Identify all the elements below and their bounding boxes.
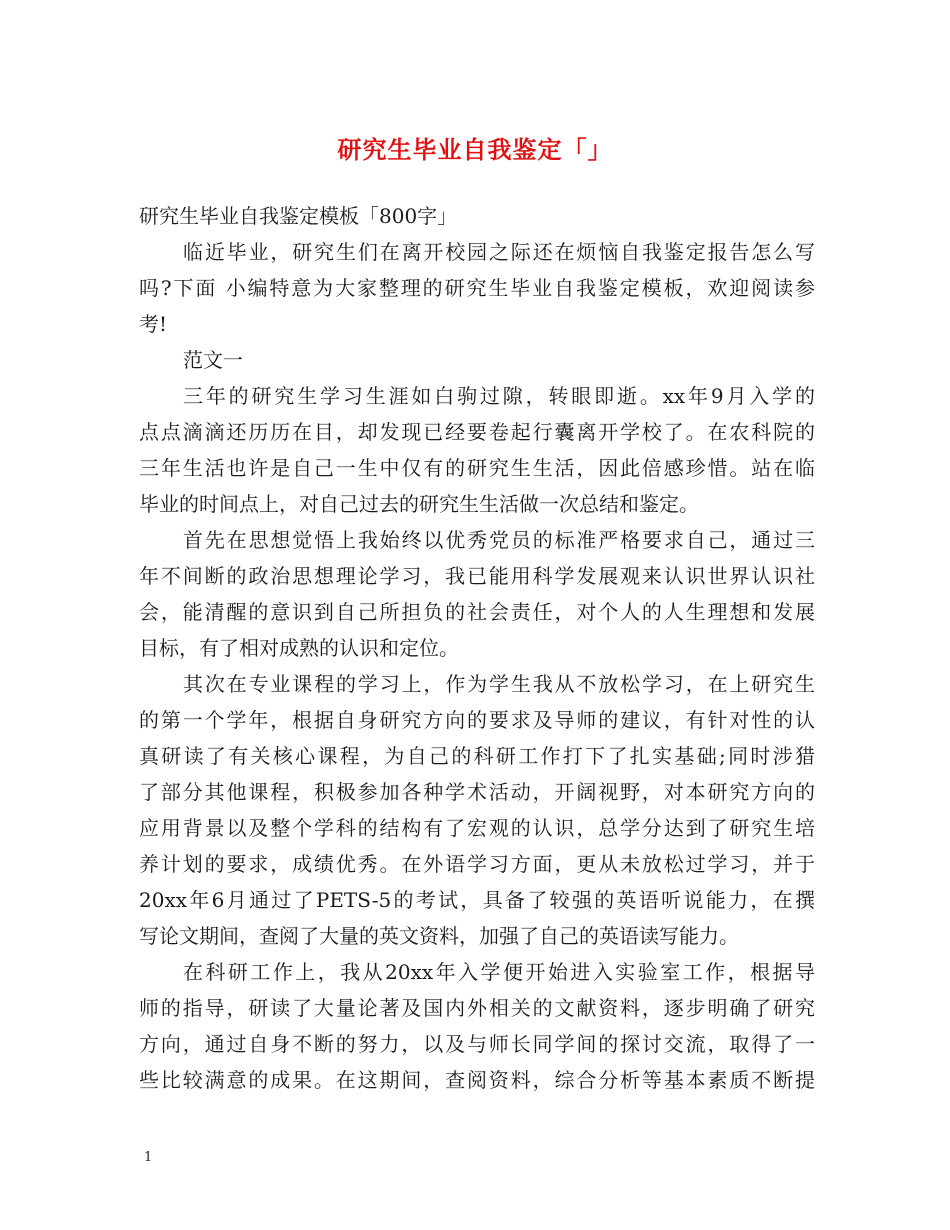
paragraph-line: 的第一个学年，根据自身研究方向的要求及导师的建议，有针对性的认 (139, 708, 815, 732)
paragraph-line: 养计划的要求，成绩优秀。在外语学习方面，更从未放松过学习，并于 (139, 852, 815, 876)
intro-paragraph (139, 234, 815, 342)
intro-line: 吗?下面 小编特意为大家整理的研究生毕业自我鉴定模板，欢迎阅读参 (139, 276, 815, 300)
paragraph-line: 年不间断的政治思想理论学习，我已能用科学发展观来认识世界认识社 (139, 564, 815, 588)
paragraph-line: 写论文期间，查阅了大量的英文资料，加强了自己的英语读写能力。 (139, 924, 739, 948)
document-body (139, 198, 815, 1098)
paragraph-line: 20xx年6月通过了PETS-5的考试，具备了较强的英语听说能力，在撰 (139, 888, 815, 912)
paragraph-line: 目标，有了相对成熟的认识和定位。 (139, 636, 459, 660)
paragraph-line: 毕业的时间点上，对自己过去的研究生生活做一次总结和鉴定。 (139, 492, 699, 516)
paragraph-line: 点点滴滴还历历在目，却发现已经要卷起行囊离开学校了。在农科院的 (139, 420, 815, 444)
paragraph-line: 真研读了有关核心课程，为自己的科研工作打下了扎实基础;同时涉猎 (139, 744, 815, 768)
paragraph-line: 应用背景以及整个学科的结构有了宏观的认识，总学分达到了研究生培 (139, 816, 815, 840)
body-paragraph (139, 666, 815, 954)
paragraph-line: 首先在思想觉悟上我始终以优秀党员的标准严格要求自己，通过三 (183, 528, 815, 552)
body-paragraph (139, 522, 815, 666)
page-number: 1 (144, 1150, 153, 1165)
paragraph-line: 方向，通过自身不断的努力，以及与师长同学间的探讨交流，取得了一 (139, 1032, 815, 1056)
paragraph-line: 三年生活也许是自己一生中仅有的研究生生活，因此倍感珍惜。站在临 (139, 456, 815, 480)
section-label: 范文一 (183, 348, 243, 372)
body-paragraph (139, 378, 815, 522)
document-subtitle: 研究生毕业自我鉴定模板「800字」 (139, 204, 458, 228)
intro-line: 考! (139, 312, 168, 336)
paragraph-line: 了部分其他课程，积极参加各种学术活动，开阔视野，对本研究方向的 (139, 780, 815, 804)
paragraph-line: 些比较满意的成果。在这期间，查阅资料，综合分析等基本素质不断提 (139, 1068, 815, 1092)
body-paragraph (139, 954, 815, 1098)
paragraph-line: 师的指导，研读了大量论著及国内外相关的文献资料，逐步明确了研究 (139, 996, 815, 1020)
intro-line: 临近毕业，研究生们在离开校园之际还在烦恼自我鉴定报告怎么写 (183, 240, 815, 264)
document-title: 研究生毕业自我鉴定「」 (337, 135, 613, 164)
paragraph-line: 会，能清醒的意识到自己所担负的社会责任，对个人的人生理想和发展 (139, 600, 815, 624)
paragraph-line: 在科研工作上，我从20xx年入学便开始进入实验室工作，根据导 (183, 960, 815, 984)
paragraph-line: 其次在专业课程的学习上，作为学生我从不放松学习，在上研究生 (183, 672, 815, 696)
paragraph-line: 三年的研究生学习生涯如白驹过隙，转眼即逝。xx年9月入学的 (183, 384, 815, 408)
